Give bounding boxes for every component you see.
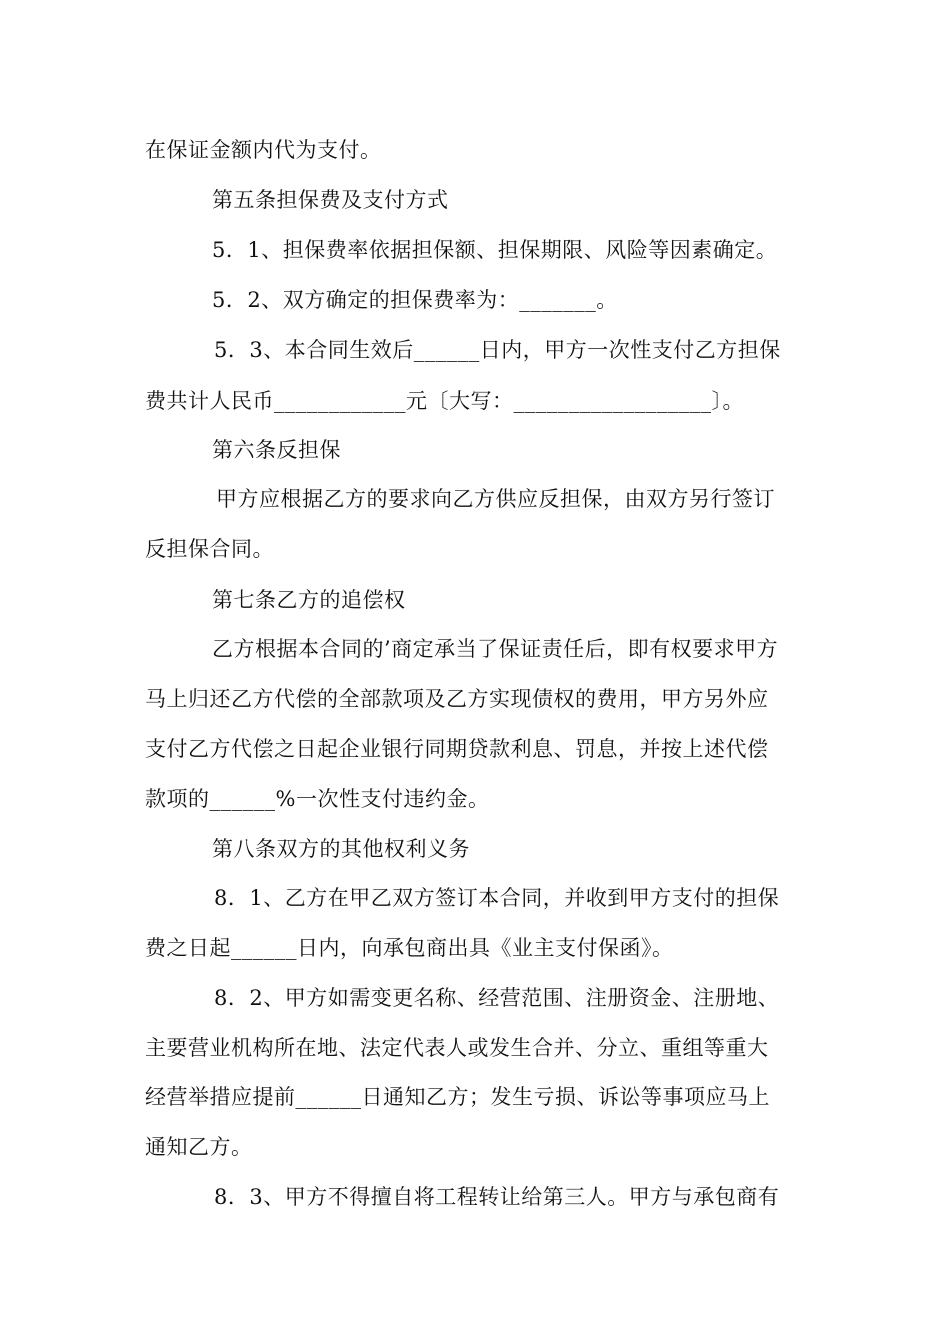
text-line: 主要营业机构所在地、法定代表人或发生合并、分立、重组等重大 — [145, 1036, 769, 1060]
text-line: 反担保合同。 — [145, 537, 274, 561]
clause-8-2: 8．2、甲方如需变更名称、经营范围、注册资金、注册地、 — [214, 986, 780, 1010]
clause-5-1: 5．1、担保费率依据担保额、担保期限、风险等因素确定。 — [212, 238, 778, 262]
section-heading-5: 第五条担保费及支付方式 — [212, 188, 449, 212]
section-heading-7: 第七条乙方的追偿权 — [212, 588, 406, 612]
text-line: 经营举措应提前______日通知乙方；发生亏损、诉讼等事项应马上 — [145, 1085, 770, 1109]
text-line: 费共计人民币____________元〔大写：__________________〕。 — [145, 389, 744, 413]
text-line: 通知乙方。 — [145, 1135, 253, 1159]
text-line: 支付乙方代偿之日起企业银行同期贷款利息、罚息，并按上述代偿 — [145, 737, 769, 761]
text-line: 费之日起______日内，向承包商出具《业主支付保函》。 — [145, 936, 674, 960]
clause-5-2: 5．2、双方确定的担保费率为：_______。 — [212, 288, 618, 312]
section-heading-8: 第八条双方的其他权利义务 — [212, 837, 470, 861]
clause-8-1: 8．1、乙方在甲乙双方签订本合同，并收到甲方支付的担保 — [214, 886, 780, 910]
clause-8-3: 8．3、甲方不得擅自将工程转让给第三人。甲方与承包商有 — [214, 1185, 780, 1209]
text-line: 甲方应根据乙方的要求向乙方供应反担保，由双方另行签订 — [216, 487, 775, 511]
text-line: 马上归还乙方代偿的全部款项及乙方实现债权的费用，甲方另外应 — [145, 687, 769, 711]
text-line: 乙方根据本合同的’商定承当了保证责任后，即有权要求甲方 — [212, 637, 779, 661]
section-heading-6: 第六条反担保 — [212, 438, 341, 462]
text-line: 款项的______%一次性支付违约金。 — [145, 787, 490, 811]
text-line: 在保证金额内代为支付。 — [145, 138, 382, 162]
clause-5-3: 5．3、本合同生效后______日内，甲方一次性支付乙方担保 — [214, 338, 781, 362]
